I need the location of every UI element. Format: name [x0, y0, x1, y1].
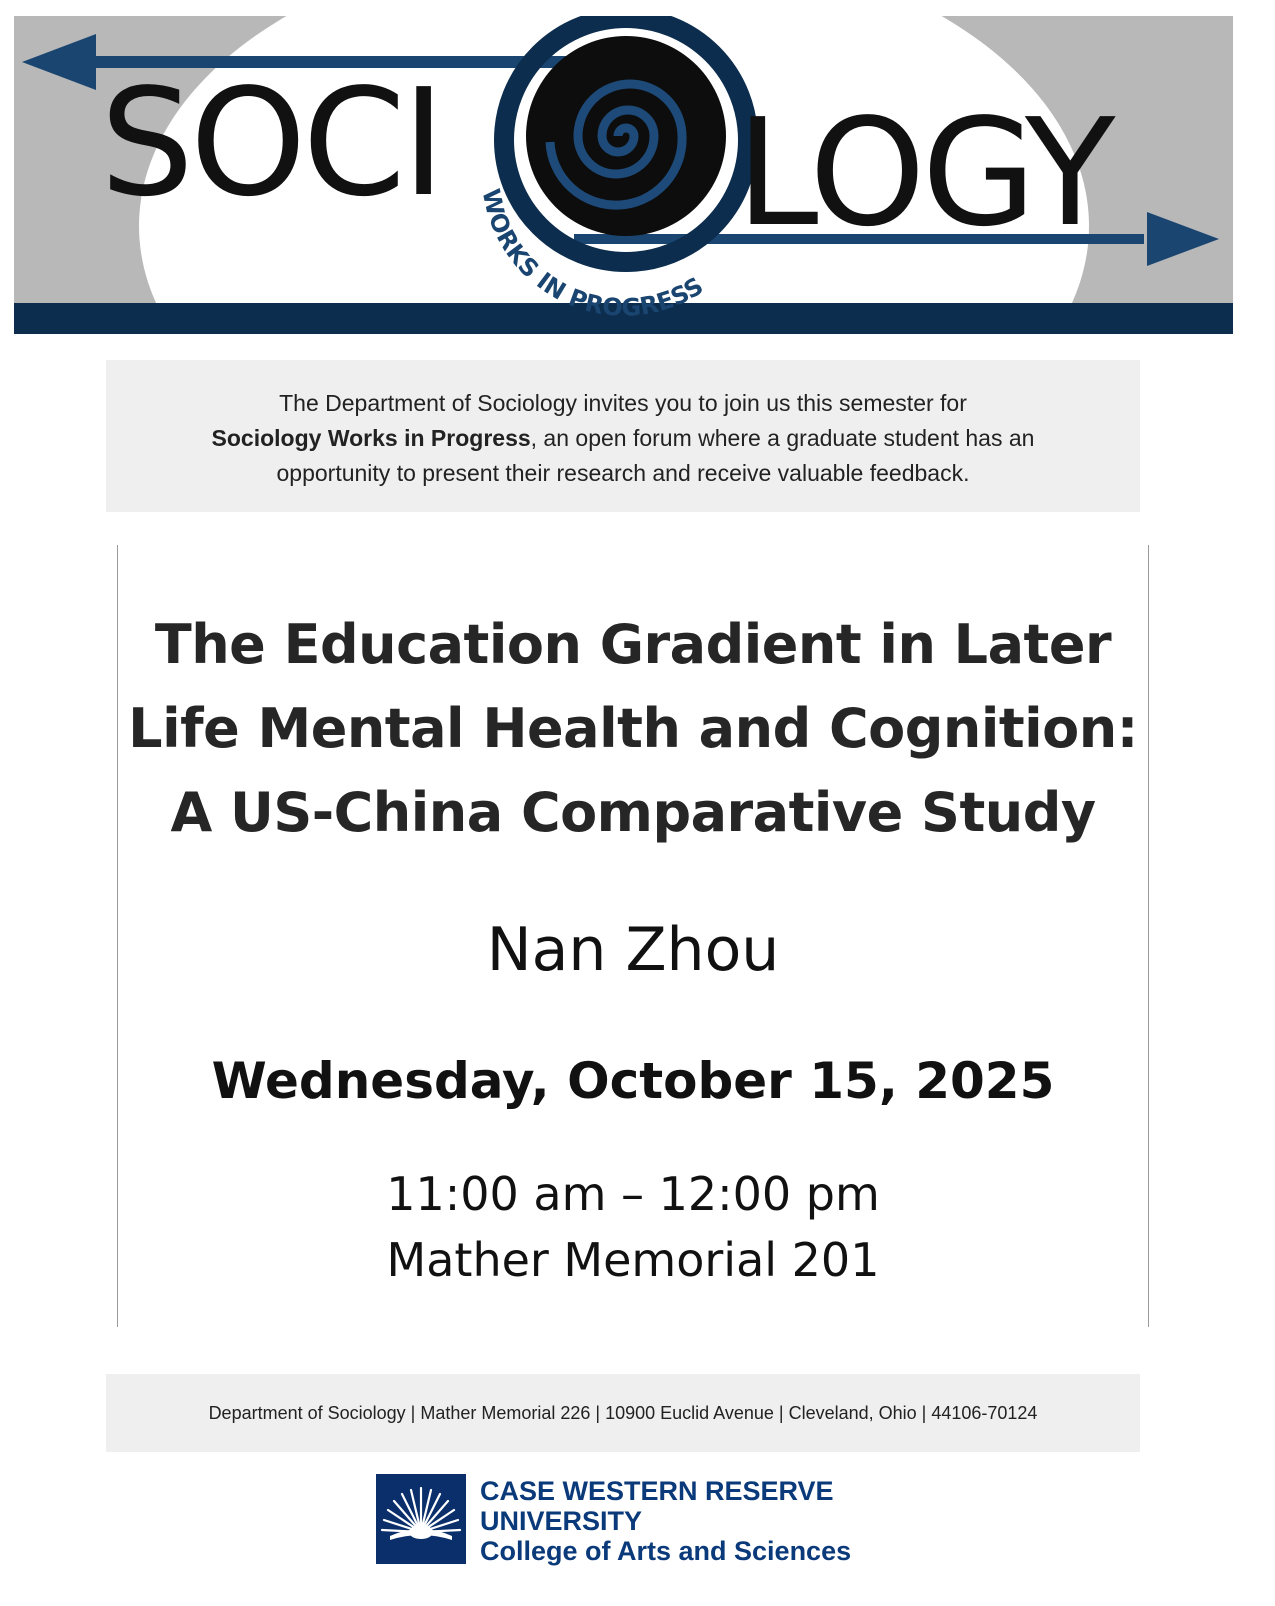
intro-box: [106, 360, 1140, 512]
talk-title: [118, 603, 1148, 855]
university-line-2: UNIVERSITY: [480, 1506, 643, 1536]
event-time: 11:00 am – 12:00 pm: [386, 1167, 880, 1221]
university-name: [480, 1476, 851, 1566]
footer-address: Department of Sociology | Mather Memorial 226 | 10900 Euclid Avenue | Cleveland, Ohio | 44106-70124: [106, 1374, 1140, 1452]
event-date: Wednesday, October 15, 2025: [211, 1052, 1055, 1110]
talk-title-line-2: Life Mental Health and Cognition:: [128, 697, 1138, 760]
intro-line-1: The Department of Sociology invites you to join us this semester for: [279, 390, 967, 416]
banner-word-left: SOCI: [100, 57, 442, 229]
event-location: Mather Memorial 201: [386, 1233, 880, 1287]
banner-word-right: LOGY: [736, 87, 1112, 259]
speaker-name: Nan Zhou: [486, 915, 780, 985]
university-line-1: CASE WESTERN RESERVE: [480, 1476, 834, 1506]
sunburst-icon: [376, 1474, 466, 1564]
intro-line-2-rest: , an open forum where a graduate student has an: [530, 425, 1035, 451]
college-name: College of Arts and Sciences: [480, 1536, 852, 1566]
event-details: [117, 545, 1149, 1327]
university-logo: [376, 1474, 886, 1564]
intro-line-3: opportunity to present their research and receive valuable feedback.: [276, 460, 970, 486]
talk-title-line-1: The Education Gradient in Later: [154, 613, 1112, 676]
sociology-banner: [14, 16, 1233, 334]
banner-tagline: WORKS IN PROGRESS: [476, 186, 709, 322]
talk-title-line-3: A US-China Comparative Study: [170, 781, 1096, 844]
program-name: Sociology Works in Progress: [211, 425, 531, 451]
spiral-o-icon: [504, 18, 748, 262]
intro-line-2: [106, 421, 1140, 456]
